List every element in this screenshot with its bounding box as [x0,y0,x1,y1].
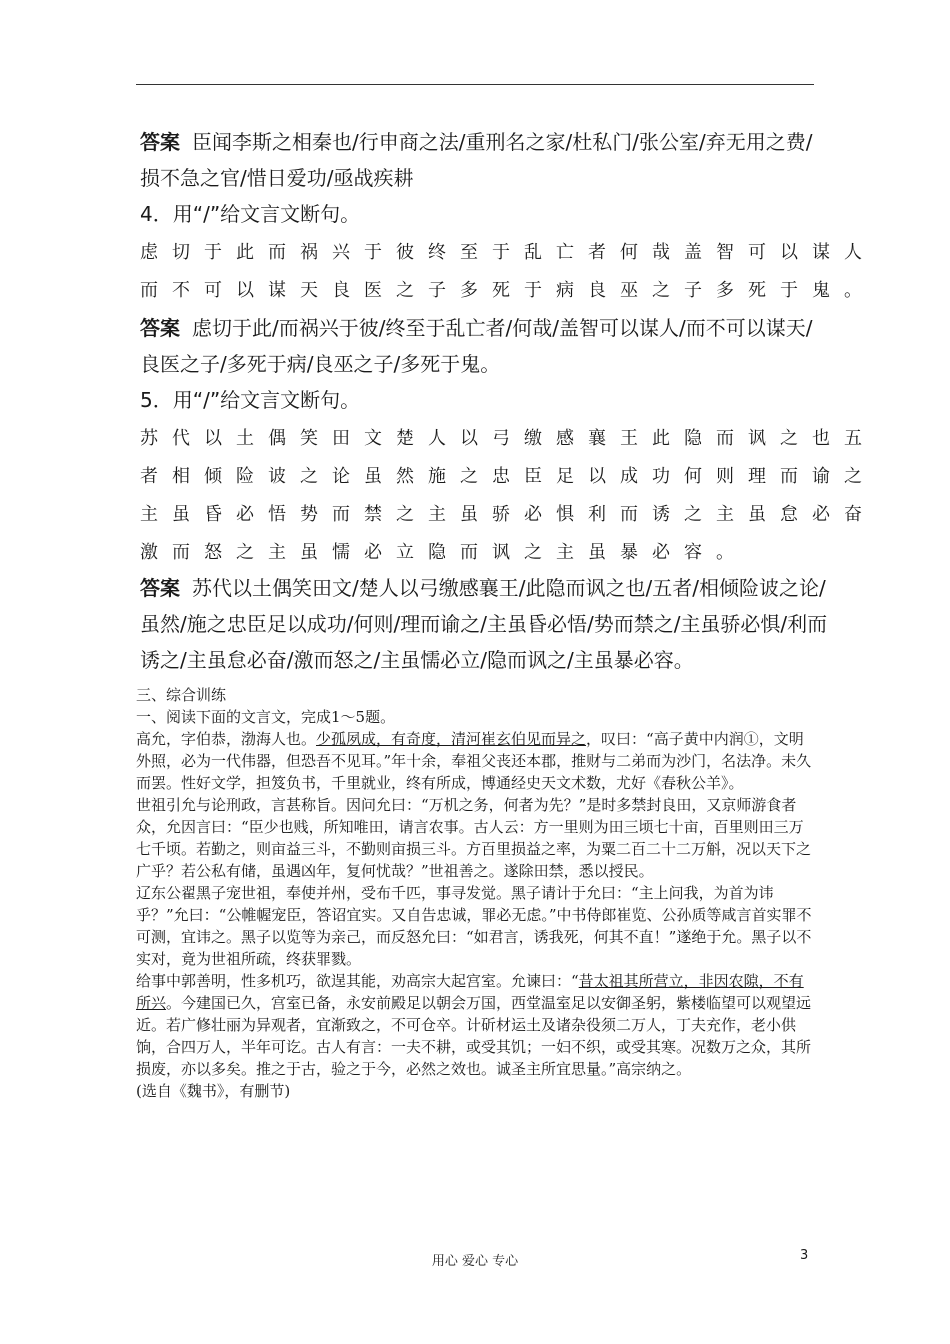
question-4-text [140,234,876,310]
answer-text: 虽然/施之忠臣足以成功/何则/理而谕之/主虽昏必悟/势而禁之/主虽骄必惧/利而 [140,612,828,636]
section-heading: 三、综合训练 [136,686,227,704]
underlined-sentence: 少孤夙成，有奇度，清河崔玄伯见而异之 [316,730,587,748]
answer-block-5 [140,570,828,678]
question-5-title: 5．用“/”给文言文断句。 [140,388,361,412]
answer-text: 诱之/主虽怠必奋/激而怒之/主虽懦必立/隐而讽之/主虽暴必容。 [140,648,694,672]
answer-label: 答案 [140,316,180,340]
question-text-line: 主虽昏必悟势而禁之主虽骄必惧利而诱之主虽怠必奋 [140,504,876,525]
question-5-text [140,420,876,572]
section-instruction: 一、阅读下面的文言文，完成1～5题。 [136,708,396,726]
answer-block-4 [140,310,820,418]
answer-label: 答案 [140,130,180,154]
header-rule [136,84,814,85]
answer-text: 苏代以土偶笑田文/楚人以弓缴感襄王/此隐而讽之也/五者/相倾险诐之论/ [192,576,826,600]
passage-text: 高允，字伯恭，渤海人也。 [136,730,317,748]
answer-text: 损不急之官/惜日爱功/亟战疾耕 [140,166,414,190]
reading-passage [136,684,816,1102]
question-text-line: 苏代以土偶笑田文楚人以弓缴感襄王此隐而讽之也五 [140,428,876,449]
question-text-line: 虑切于此而祸兴于彼终至于乱亡者何哉盖智可以谋人 [140,242,876,263]
passage-paragraph-2: 世祖引允与论刑政，言甚称旨。因问允曰：“万机之务，何者为先？”是时多禁封良田，又京师游食者众，允因言曰：“臣少也贱，所知唯田，请言农事。古人云：方一里则为田三顷七十亩，百里则田三万七千顷。若勤之，则亩益三斗，不勤则亩损三斗。方百里损益之率，为粟二百二十二万斛，况以天下之广乎？若公私有储，虽遇凶年，复何忧哉？”世祖善之。遂除田禁，悉以授民。 [136,796,812,880]
page-number: 3 [800,1248,809,1263]
underlined-sentence: 昔太祖其所营立，非因农隙，不有所兴 [136,972,804,1012]
footer-text: 用心 爱心 专心 [431,1254,519,1269]
passage-text: ，叹曰：“高子黄中内润①，文明外照，必为一代伟器，但恐吾不见耳。”年十余，奉祖父丧还本郡，推财与二弟而为沙门，名法净。未久而罢。性好文学，担笈负书，千里就业，终有所成，博通经史天文术数，尤好《春秋公羊》。 [136,730,812,792]
question-text-line: 者相倾险诐之论虽然施之忠臣足以成功何则理而谕之 [140,466,876,487]
question-text-line: 激而怒之主虽懦必立隐而讽之主虽暴必容。 [140,542,748,563]
passage-paragraph-3: 辽东公翟黑子宠世祖，奉使并州，受布千匹，事寻发觉。黑子请计于允曰：“主上问我，为首为讳乎？”允曰：“公帷幄宠臣，答诏宜实。又自告忠诚，罪必无虑。”中书侍郎崔览、公孙质等咸言首实罪不可测，宜讳之。黑子以览等为亲己，而反怒允曰：“如君言，诱我死，何其不直！”遂绝于允。黑子以不实对，竟为世祖所疏，终获罪戮。 [136,884,812,968]
answer-text: 虑切于此/而祸兴于彼/终至于乱亡者/何哉/盖智可以谋人/而不可以谋天/ [192,316,813,340]
passage-paragraph-1 [136,728,816,794]
answer-label: 答案 [140,576,180,600]
passage-paragraph-4 [136,970,816,1080]
question-4-title: 4．用“/”给文言文断句。 [140,202,361,226]
answer-block-3 [140,124,820,232]
passage-text: 给事中郭善明，性多机巧，欲逞其能，劝高宗大起宫室。允谏曰：“ [136,972,579,990]
passage-text: 。今建国已久，宫室已备，永安前殿足以朝会万国，西堂温室足以安御圣躬，紫楼临望可以观望远近。若广修壮丽为异观者，宜渐致之，不可仓卒。计斫材运土及诸杂役须二万人，丁夫充作，老小供饷，合四万人，半年可讫。古人有言：一夫不耕，或受其饥；一妇不织，或受其寒。况数万之众，其所损废，亦以多矣。推之于古，验之于今，必然之效也。诚圣主所宜思量。”高宗纳之。 [136,994,812,1078]
answer-text: 良医之子/多死于病/良巫之子/多死于鬼。 [140,352,501,376]
answer-text: 臣闻李斯之相秦也/行申商之法/重刑名之家/杜私门/张公室/弃无用之费/ [192,130,813,154]
question-text-line: 而不可以谋天良医之子多死于病良巫之子多死于鬼。 [140,280,876,301]
source-note: (选自《魏书》，有删节) [136,1082,291,1100]
